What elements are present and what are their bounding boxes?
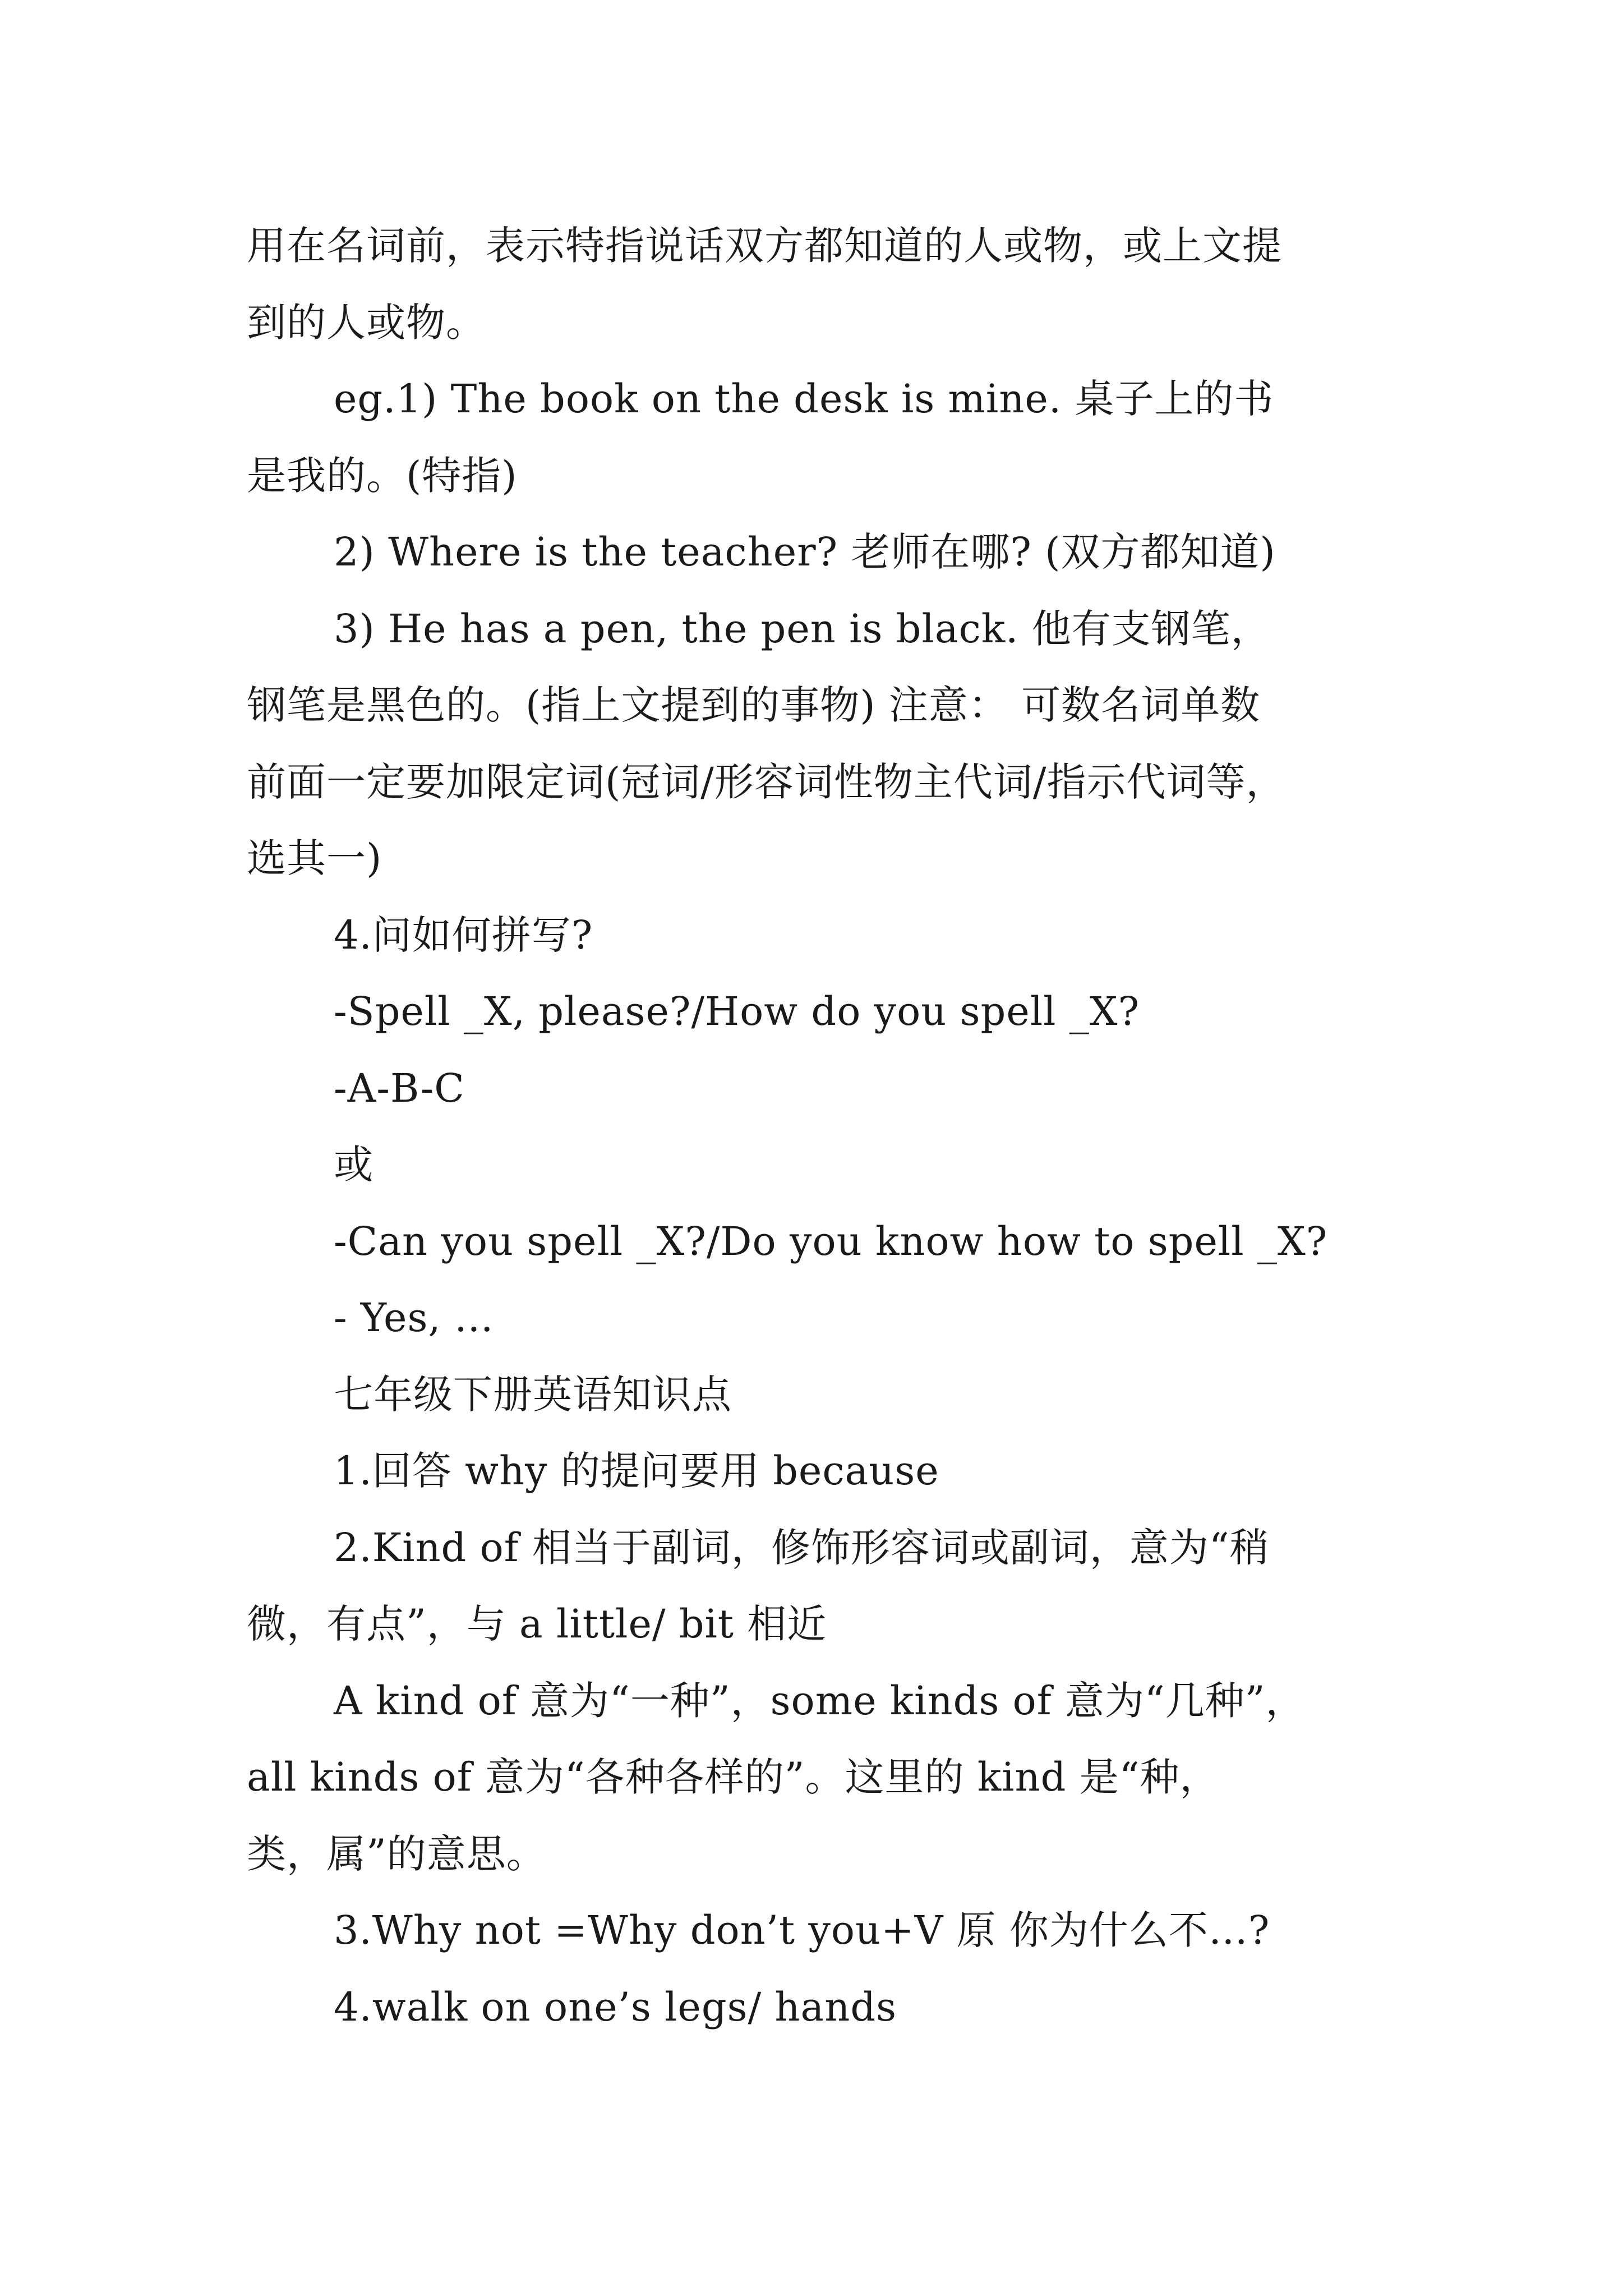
text-line: 2.Kind of 相当于副词，修饰形容词或副词，意为“稍 xyxy=(334,1524,1270,1571)
text-line: 1.回答 why 的提问要用 because xyxy=(334,1448,939,1494)
text-line: all kinds of 意为“各种各样的”。这里的 kind 是“种， xyxy=(247,1754,1220,1800)
text-line: 3.Why not =Why don’t you+V 原 你为什么不…? xyxy=(334,1907,1270,1953)
text-line: 是我的。(特指) xyxy=(247,452,518,499)
text-line: -A-B-C xyxy=(334,1065,465,1111)
text-line: 选其一) xyxy=(247,835,382,881)
text-line: 钢笔是黑色的。(指上文提到的事物) 注意： 可数名词单数 xyxy=(247,682,1261,728)
text-line: -Spell _X, please?/How do you spell _X? xyxy=(334,988,1140,1034)
text-line: 用在名词前，表示特指说话双方都知道的人或物，或上文提 xyxy=(247,223,1282,269)
text-line: 4.问如何拼写? xyxy=(334,912,593,958)
text-line: - Yes, … xyxy=(334,1295,494,1341)
text-line: 到的人或物。 xyxy=(247,299,486,346)
text-line: 3) He has a pen, the pen is black. 他有支钢笔， xyxy=(334,605,1271,652)
text-line: 前面一定要加限定词(冠词/形容词性物主代词/指示代词等， xyxy=(247,758,1286,805)
document-body xyxy=(247,208,1391,2045)
text-line: 或 xyxy=(334,1142,374,1188)
section-heading: 七年级下册英语知识点 xyxy=(334,1371,732,1418)
text-line: 4.walk on one’s legs/ hands xyxy=(334,1984,897,2030)
text-line: 2) Where is the teacher? 老师在哪? (双方都知道) xyxy=(334,529,1276,575)
text-line: 微，有点”，与 a little/ bit 相近 xyxy=(247,1601,827,1647)
text-line: 类，属”的意思。 xyxy=(247,1830,546,1877)
text-line: eg.1) The book on the desk is mine. 桌子上的书 xyxy=(334,376,1274,422)
text-line: A kind of 意为“一种”，some kinds of 意为“几种”， xyxy=(334,1677,1306,1724)
text-line: -Can you spell _X?/Do you know how to spell _X? xyxy=(334,1218,1328,1264)
